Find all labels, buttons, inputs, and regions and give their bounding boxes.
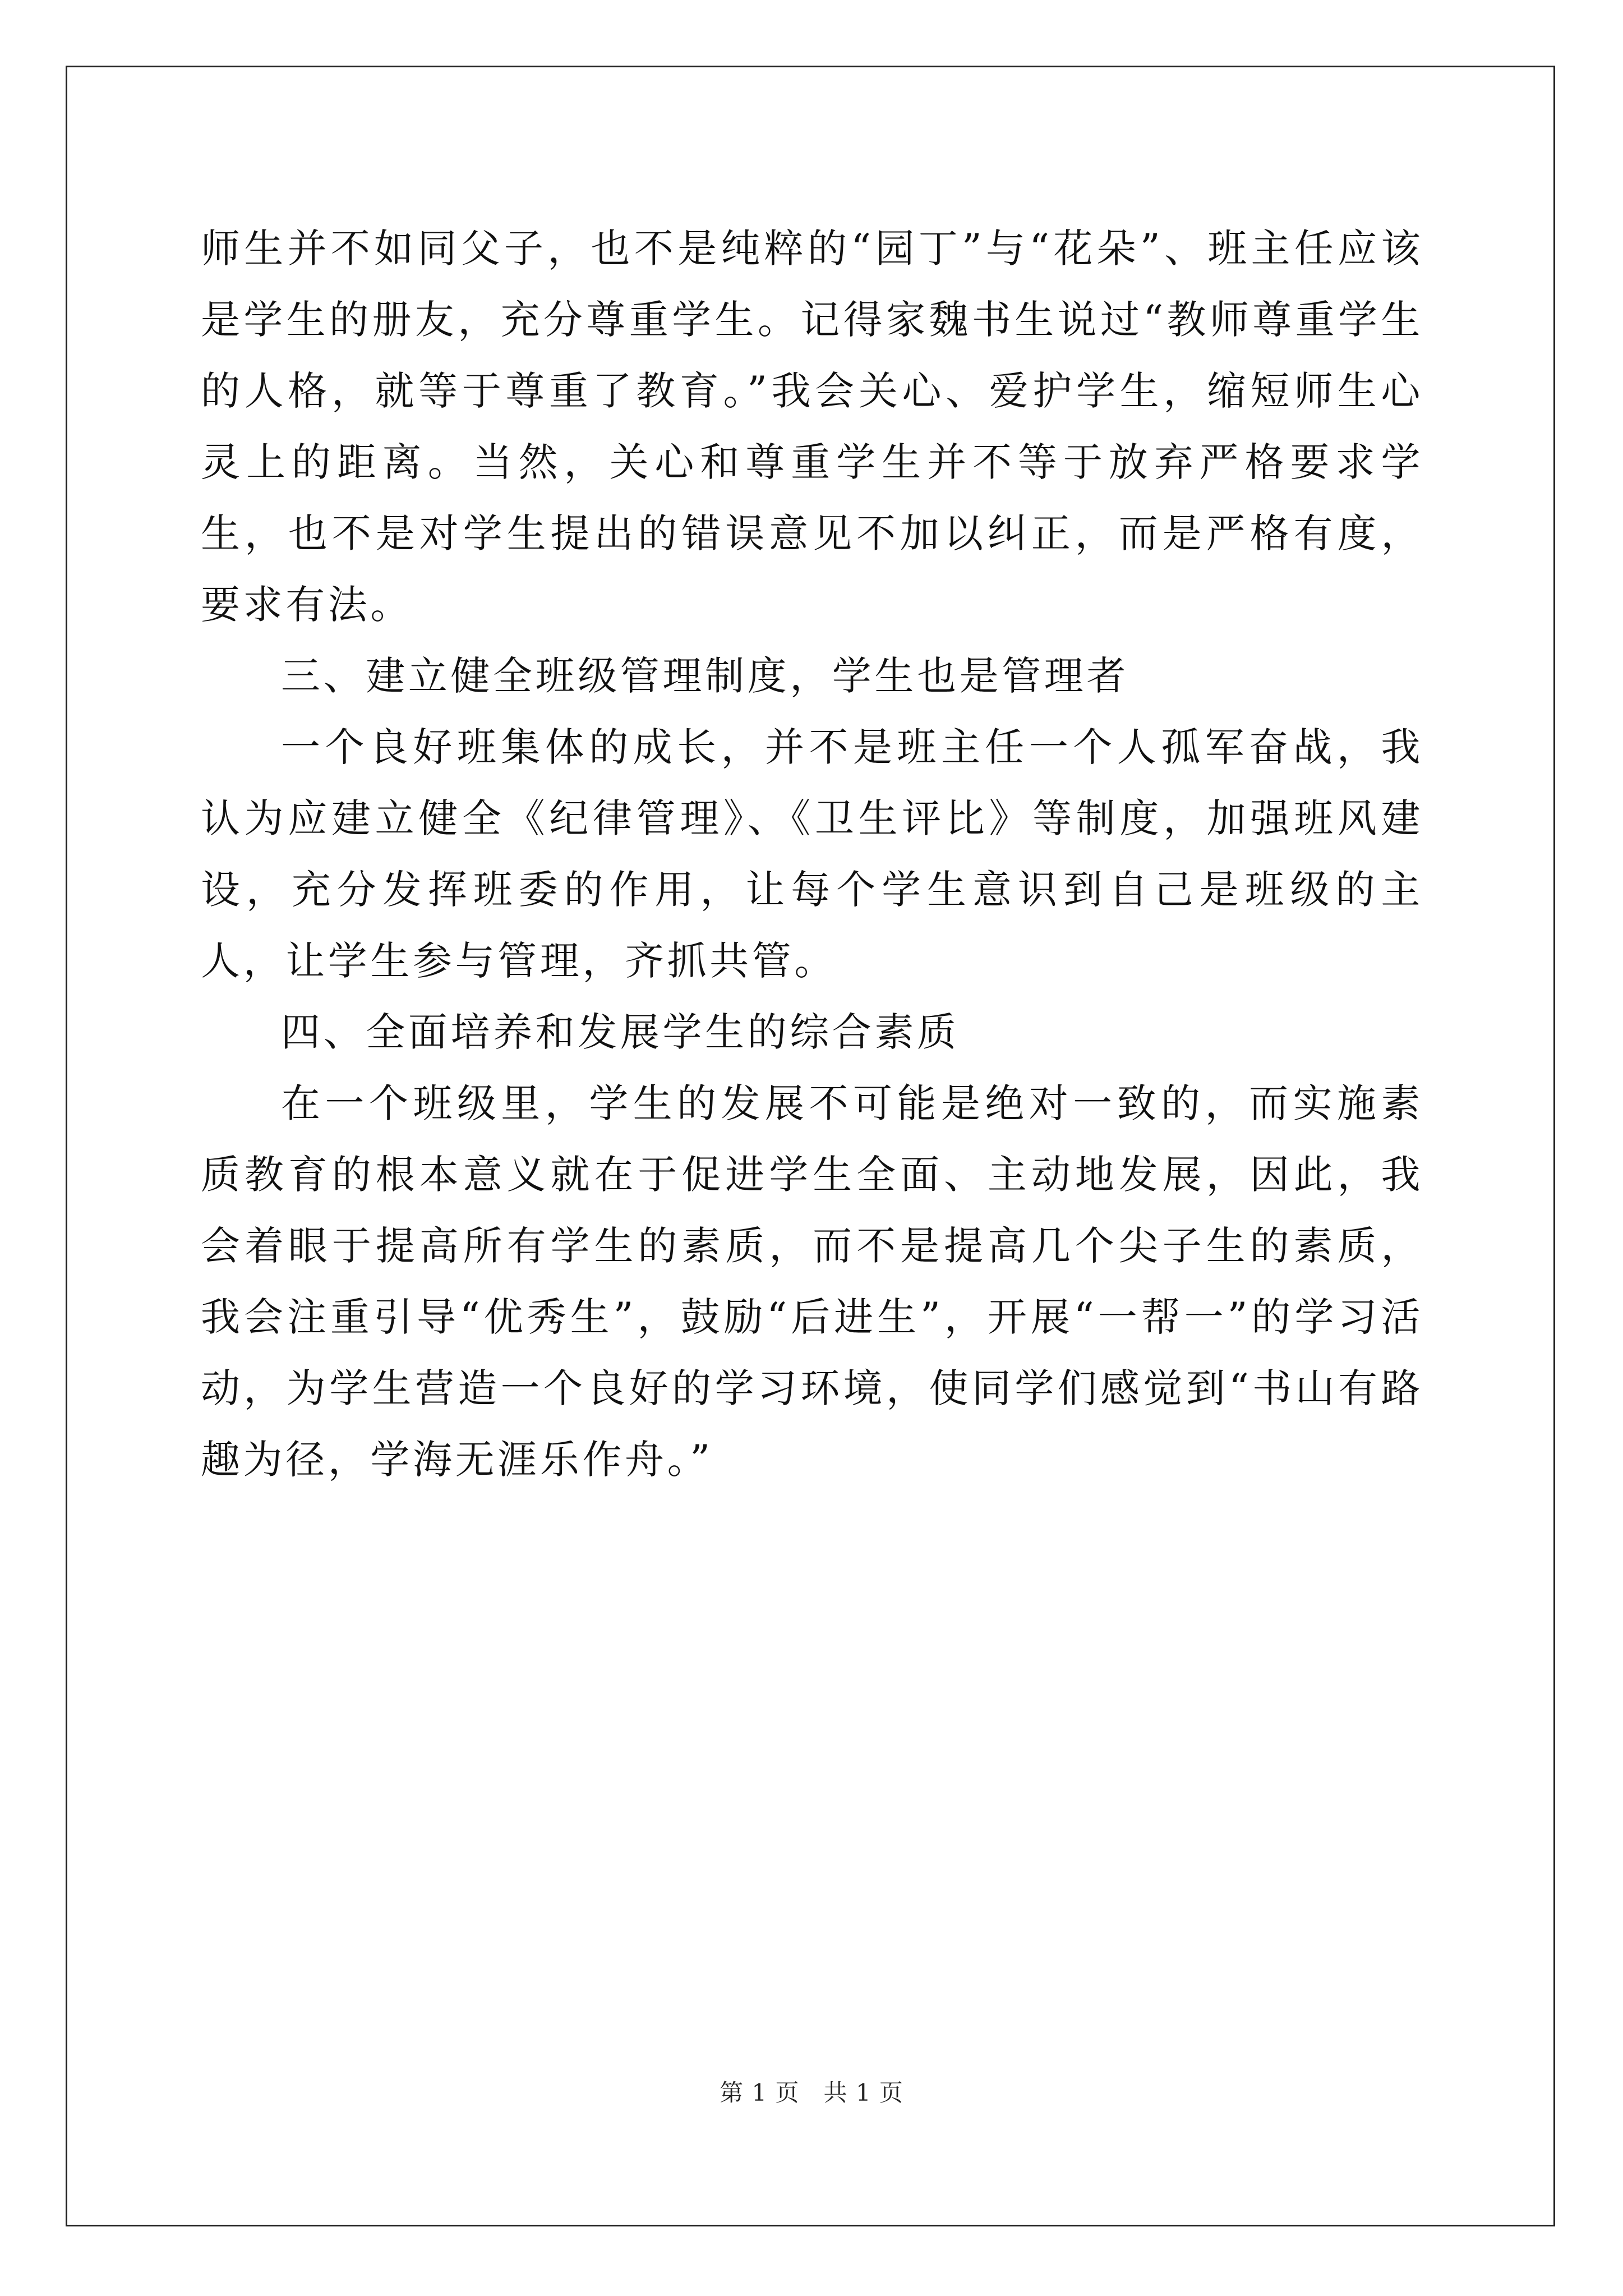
- paragraph-comprehensive-quality: 在一个班级里，学生的发展不可能是绝对一致的，而实施素质教育的根本意义就在于促进学生全面、主动地发展，因此，我会着眼于提高所有学生的素质，而不是提高几个尖子生的素质，我会注重引导“优秀生”，鼓励“后进生”，开展“一帮一”的学习活动，为学生营造一个良好的学习环境，使同学们感觉到“书山有路趣为径，学海无涯乐作舟。”: [201, 1080, 1423, 1483]
- page-number: 第 1 页 共 1 页: [720, 2079, 903, 2106]
- paragraph-continued: 师生并不如同父子，也不是纯粹的“园丁”与“花朵”、班主任应该是学生的册友，充分尊重学生。记得家魏书生说过“教师尊重学生的人格，就等于尊重了教育。”我会关心、爱护学生，缩短师生心灵上的距离。当然，关心和尊重学生并不等于放弃严格要求学生，也不是对学生提出的错误意见不加以纠正，而是严格有度，要求有法。: [201, 226, 1423, 628]
- paragraph-class-management: 一个良好班集体的成长，并不是班主任一个人孤军奋战，我认为应建立健全《纪律管理》、《卫生评比》等制度，加强班风建设，充分发挥班委的作用，让每个学生意识到自己是班级的主人，让学生参与管理，齐抓共管。: [201, 724, 1423, 984]
- section-heading-3: 三、建立健全班级管理制度，学生也是管理者: [281, 653, 1129, 699]
- document-body: [201, 213, 1423, 1496]
- section-heading-4: 四、全面培养和发展学生的综合素质: [281, 1009, 960, 1055]
